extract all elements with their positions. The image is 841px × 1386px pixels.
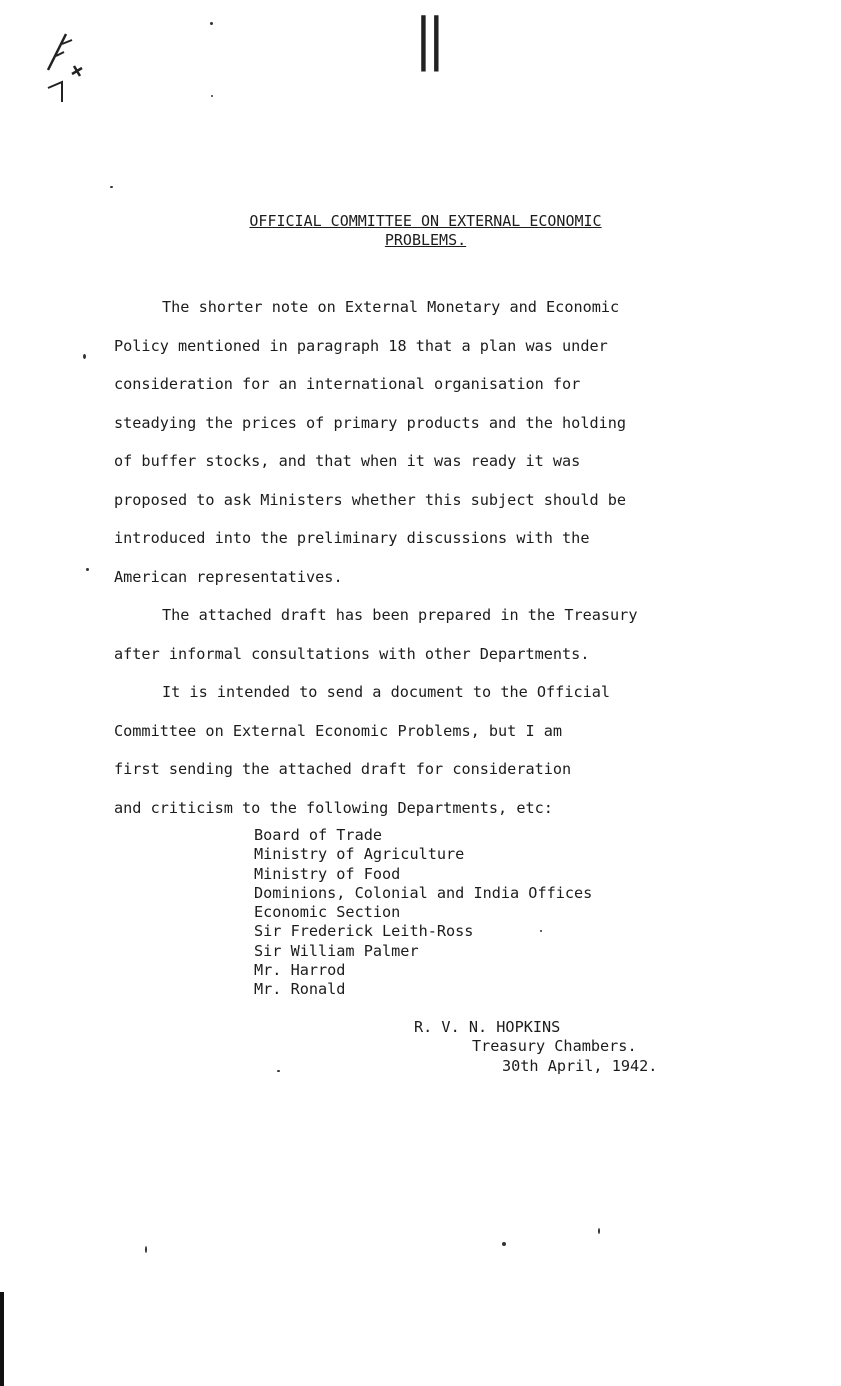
department-list (254, 826, 592, 1000)
scan-speck (211, 95, 213, 97)
body-line: Committee on External Economic Problems, but I am (114, 721, 563, 740)
handwritten-mark: || (414, 7, 440, 72)
scan-speck (540, 930, 542, 932)
body-line: It is intended to send a document to the Official (162, 683, 611, 701)
list-item: Mr. Harrod (254, 961, 346, 980)
body-line: consideration for an international organisation for (114, 375, 581, 393)
body-line: first sending the attached draft for consideration (114, 760, 572, 778)
scan-speck (86, 568, 89, 571)
signatory-place: Treasury Chambers. (472, 1037, 637, 1056)
scan-speck (502, 1242, 506, 1246)
list-item: Mr. Ronald (254, 980, 346, 999)
body-line: proposed to ask Ministers whether this subject should be (114, 490, 627, 509)
paragraph-3 (114, 673, 694, 827)
body-line: The attached draft has been prepared in the Treasury (162, 606, 638, 624)
title-line-2: PROBLEMS. (384, 231, 467, 249)
signatory-name: R. V. N. HOPKINS (414, 1018, 561, 1036)
document-body (114, 288, 694, 827)
title-line-1: OFFICIAL COMMITTEE ON EXTERNAL ECONOMIC (249, 212, 602, 230)
body-line: after informal consultations with other Departments. (114, 644, 590, 663)
scan-speck (598, 1228, 600, 1234)
list-item: Board of Trade (254, 826, 383, 844)
body-line: Policy mentioned in paragraph 18 that a plan was under (114, 336, 608, 355)
scan-speck (145, 1246, 147, 1253)
list-item: Dominions, Colonial and India Offices (254, 883, 593, 902)
body-line: American representatives. (114, 567, 343, 586)
handwritten-corner-annotation-icon (40, 30, 90, 105)
list-item: Ministry of Agriculture (254, 845, 465, 864)
body-line: steadying the prices of primary products and the holding (114, 413, 627, 432)
list-item: Economic Section (254, 903, 401, 922)
body-line: of buffer stocks, and that when it was ready it was (114, 452, 581, 470)
scan-edge-bar (0, 1292, 4, 1386)
list-item: Ministry of Food (254, 864, 401, 883)
scan-speck (277, 1070, 280, 1072)
paragraph-1 (114, 288, 694, 596)
signature-block (414, 1018, 657, 1076)
list-item: Sir William Palmer (254, 941, 419, 960)
signature-date: 30th April, 1942. (502, 1056, 658, 1075)
list-item: Sir Frederick Leith-Ross (254, 922, 474, 941)
scan-speck (110, 186, 113, 188)
document-title (0, 212, 841, 250)
body-line: The shorter note on External Monetary and Economic (162, 298, 620, 316)
scan-speck (83, 354, 86, 359)
body-line: introduced into the preliminary discussions with the (114, 529, 590, 547)
paragraph-2 (114, 596, 694, 673)
scan-speck (210, 22, 213, 25)
body-line: and criticism to the following Departments, etc: (114, 798, 553, 817)
